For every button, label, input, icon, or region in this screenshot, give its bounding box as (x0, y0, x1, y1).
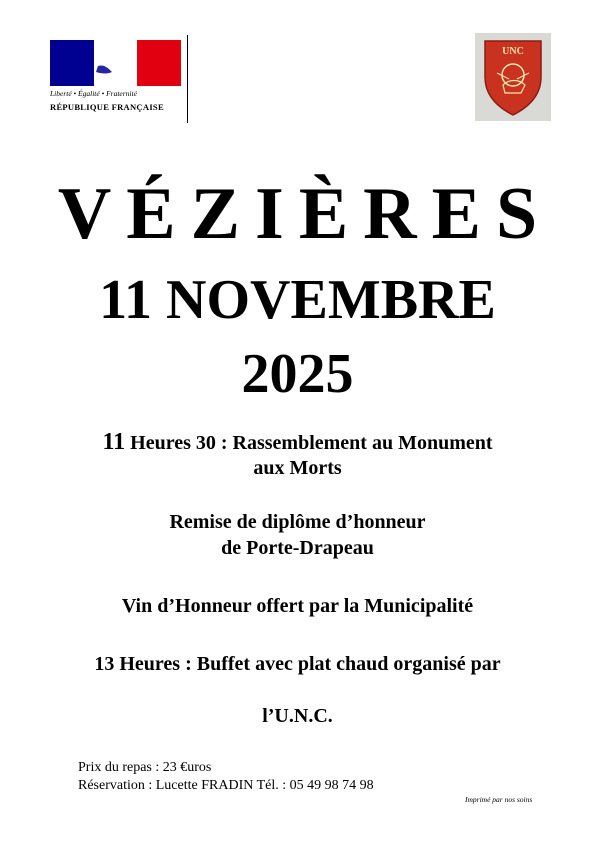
republic-name: RÉPUBLIQUE FRANÇAISE (50, 102, 164, 112)
gathering-hour: 11 (102, 429, 126, 455)
gathering-text: Heures 30 : Rassemblement au Monument (125, 432, 493, 454)
program-line-gathering (0, 429, 595, 456)
imprint-note: Imprimé par nos soins (465, 795, 533, 804)
republic-motto: Liberté • Égalité • Fraternité (50, 89, 137, 98)
village-title: VÉZIÈRES (57, 173, 553, 255)
event-year: 2025 (241, 343, 354, 405)
flag-blue-band (50, 40, 94, 86)
meal-price: Prix du repas : 23 €uros (78, 760, 212, 775)
flag-red-band (137, 40, 181, 86)
tricolor-flag (50, 40, 181, 86)
unc-shield-icon (475, 33, 551, 121)
marianne-profile-icon (90, 40, 142, 86)
logo-divider (187, 35, 188, 123)
program-line-diploma-cont: de Porte-Drapeau (221, 537, 374, 559)
program-line-organizer: l’U.N.C. (262, 705, 333, 727)
program-line-diploma: Remise de diplôme d’honneur (169, 511, 426, 533)
event-date: 11 NOVEMBRE (99, 269, 496, 331)
reservation-contact: Réservation : Lucette FRADIN Tél. : 05 49 98 74 98 (78, 778, 374, 793)
program-line-reception: Vin d’Honneur offert par la Municipalité (121, 595, 474, 617)
republique-francaise-logo (50, 38, 190, 122)
program-line-gathering-cont: aux Morts (253, 457, 342, 479)
emblem-letters: UNC (502, 46, 524, 57)
unc-emblem (475, 33, 551, 121)
program-line-buffet: 13 Heures : Buffet avec plat chaud organisé par (94, 653, 501, 675)
